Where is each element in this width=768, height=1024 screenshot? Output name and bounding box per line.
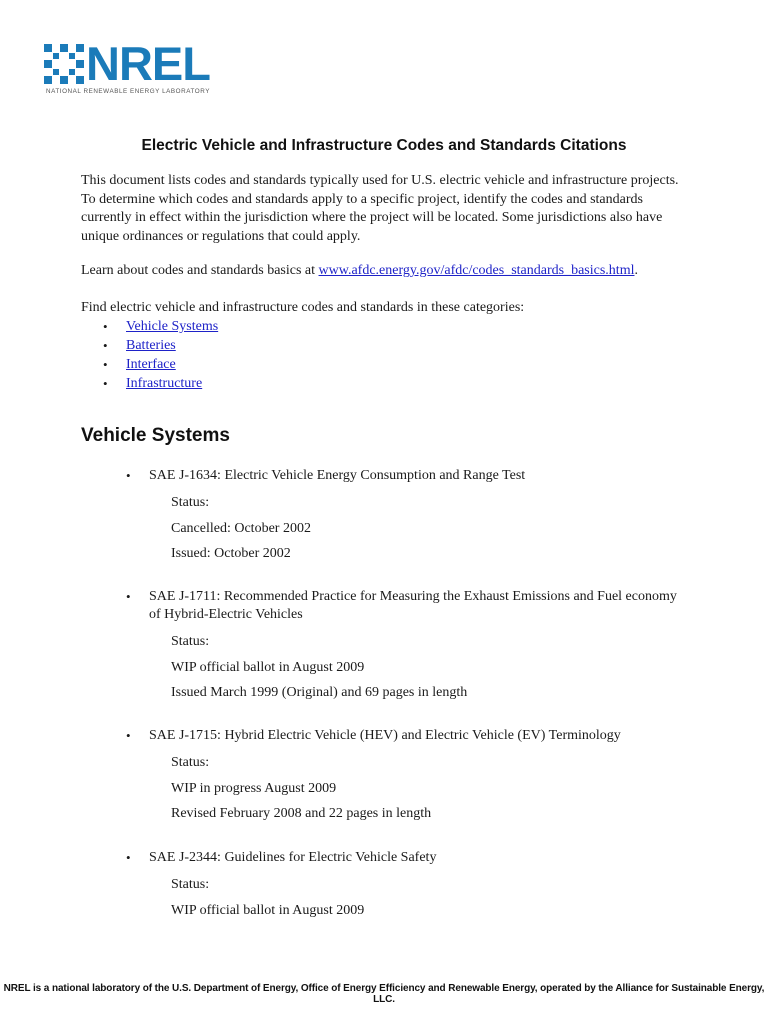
standard-title: SAE J-2344: Guidelines for Electric Vehicle Safety (149, 850, 437, 865)
standard-entry (126, 727, 686, 827)
bullet: • (126, 850, 131, 865)
bullet: • (103, 357, 108, 372)
section-heading: Vehicle Systems (81, 425, 230, 446)
standard-status (126, 872, 686, 923)
bullet: • (103, 319, 108, 334)
standard-heading (126, 467, 686, 485)
status-line: Issued March 1999 (Original) and 69 pages in length (171, 685, 468, 700)
category-link-interface[interactable]: Interface (126, 357, 176, 372)
standard-entry (126, 849, 686, 923)
page-footer: NREL is a national laboratory of the U.S. Department of Energy, Office of Energy Efficiency and Renewable Energy, operated by the Alliance for Sustainable Energy, LLC. (3, 983, 765, 1005)
category-link-vehicle-systems[interactable]: Vehicle Systems (126, 319, 219, 334)
standard-entry (126, 467, 686, 567)
standard-status (126, 750, 686, 827)
status-line: WIP official ballot in August 2009 (171, 902, 365, 918)
standard-title: SAE J-1715: Hybrid Electric Vehicle (HEV) and Electric Vehicle (EV) Terminology (149, 728, 621, 743)
learn-line (81, 262, 691, 281)
standard-title: SAE J-1634: Electric Vehicle Energy Consumption and Range Test (149, 468, 526, 483)
codes-basics-link[interactable]: www.afdc.energy.gov/afdc/codes_standards_basics.html (318, 263, 635, 278)
category-link-infrastructure[interactable]: Infrastructure (126, 376, 203, 391)
logo-subtitle: NATIONAL RENEWABLE ENERGY LABORATORY (46, 88, 210, 95)
status-line: Cancelled: October 2002 (171, 520, 311, 536)
bullet: • (126, 589, 131, 604)
standard-status (126, 490, 686, 567)
status-line: WIP in progress August 2009 (171, 780, 337, 796)
standard-title: SAE J-1711: Recommended Practice for Measuring the Exhaust Emissions and Fuel economy of Hybrid-Electric Vehicles (149, 589, 677, 622)
logo-wordmark: NREL (86, 37, 210, 90)
status-label: Status: (171, 877, 210, 892)
learn-prefix: Learn about codes and standards basics at (81, 263, 319, 278)
list-item (103, 317, 218, 336)
category-link-batteries[interactable]: Batteries (126, 338, 176, 353)
list-item (103, 374, 218, 393)
nrel-logo (44, 37, 226, 100)
nrel-starburst-icon (44, 44, 84, 84)
list-item (103, 355, 218, 374)
status-label: Status: (171, 634, 210, 649)
bullet: • (103, 338, 108, 353)
categories-intro: Find electric vehicle and infrastructure codes and standards in these categories: (81, 300, 525, 315)
learn-suffix: . (634, 263, 638, 278)
status-line: Issued: October 2002 (171, 546, 291, 561)
intro-paragraph: This document lists codes and standards typically used for U.S. electric vehicle and infrastructure projects. To determine which codes and standards apply to a specific project, identify the codes and standards currently in effect within the jurisdiction where the project will be located. Some jurisdictions also have unique ordinances or regulations that could apply. (81, 173, 679, 244)
status-line: Revised February 2008 and 22 pages in length (171, 806, 432, 821)
standard-status (126, 629, 686, 706)
standard-heading (126, 727, 686, 745)
bullet: • (103, 376, 108, 391)
list-item (103, 336, 218, 355)
bullet: • (126, 468, 131, 483)
category-list (103, 317, 218, 393)
status-label: Status: (171, 755, 210, 770)
status-line: WIP official ballot in August 2009 (171, 659, 365, 675)
standard-heading (126, 849, 686, 867)
standard-entry (126, 588, 686, 706)
document-title: Electric Vehicle and Infrastructure Codes and Standards Citations (141, 137, 627, 154)
bullet: • (126, 728, 131, 743)
status-label: Status: (171, 495, 210, 510)
standard-heading (126, 588, 686, 624)
